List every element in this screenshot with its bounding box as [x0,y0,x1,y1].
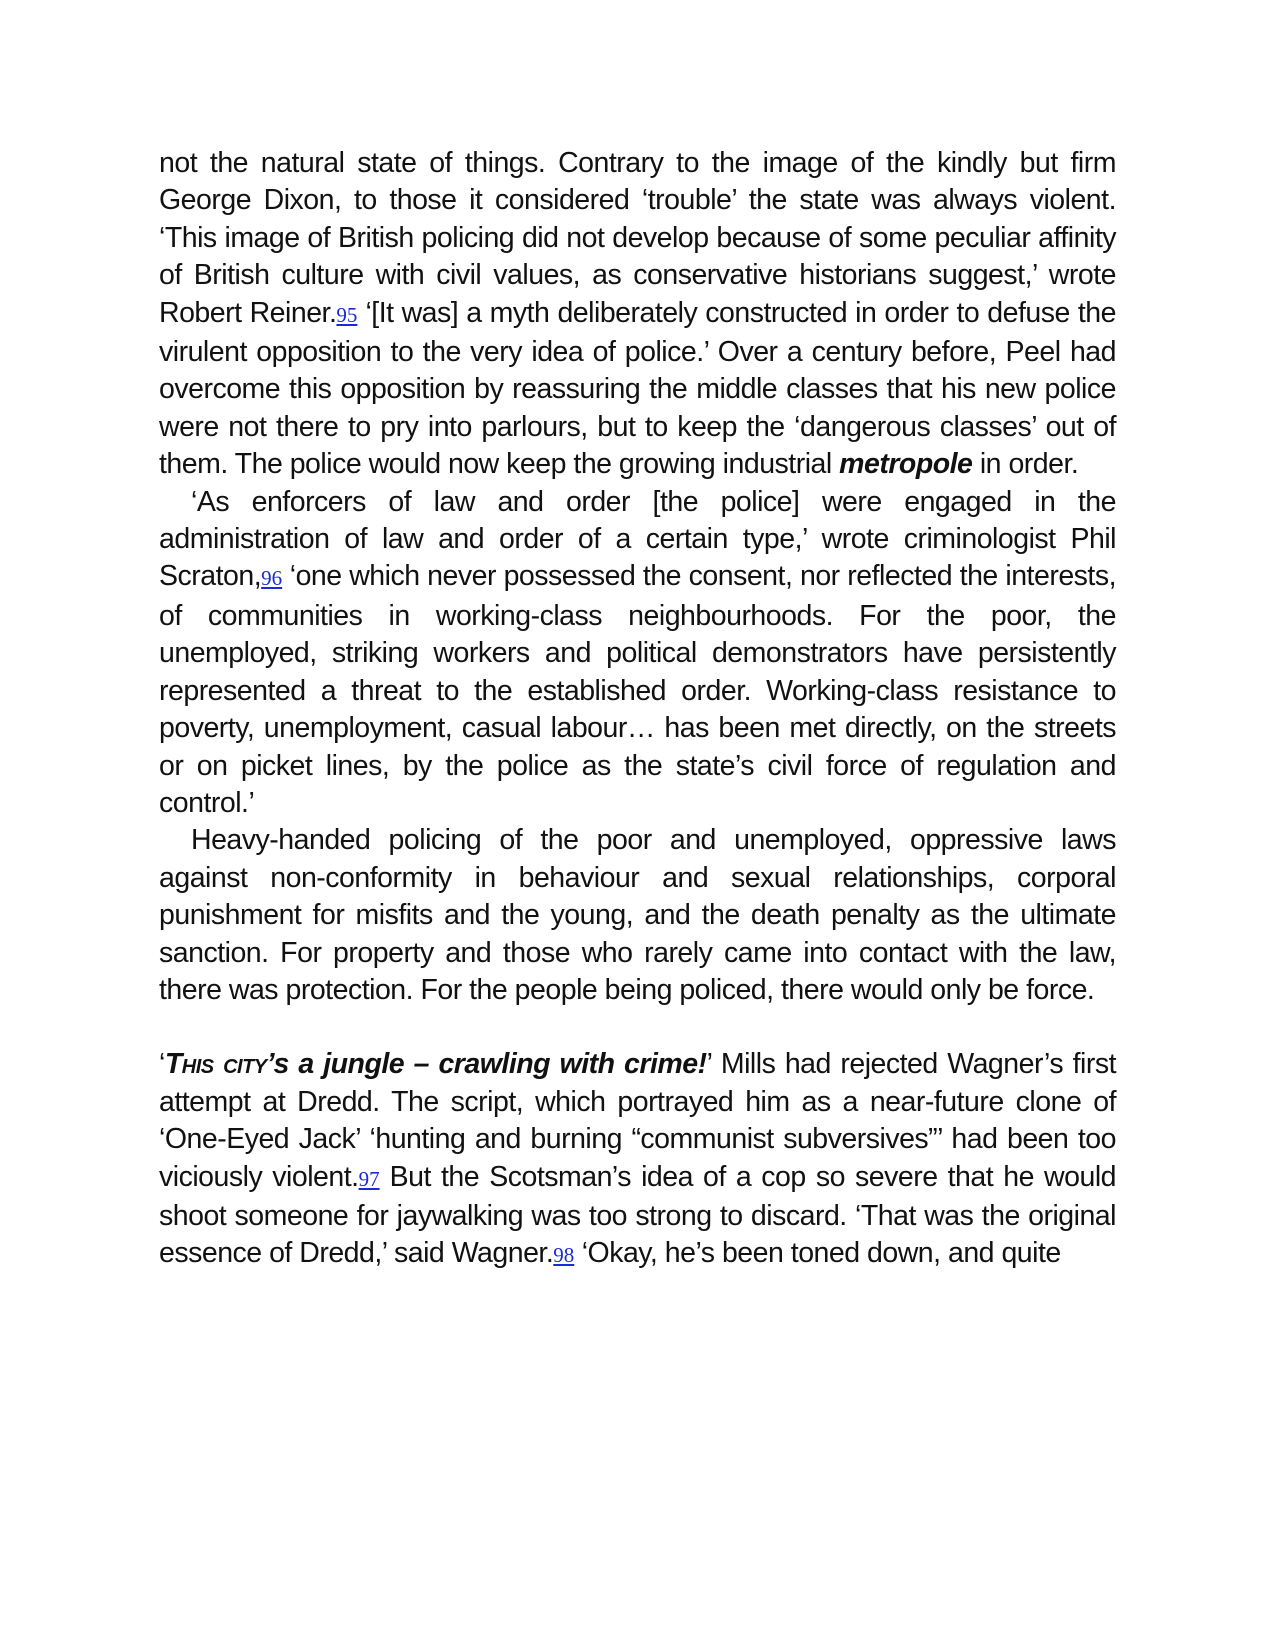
paragraph-4-text-c: ‘Okay, he’s been toned down, and quite [574,1237,1061,1270]
quote-small-caps: This city [164,1048,267,1081]
paragraph-4-text-a: Mills had rejected Wagner’s first attempt at Dredd. The script, which portrayed him as a near-future clone of ‘One-Eyed Jack’ ‘hunting and burning “communist subversives”’ had been too viciously violent. [159,1048,1116,1193]
body-text [159,145,1116,1275]
paragraph-3 [159,822,1116,1009]
quote-close-mark: ’ [706,1048,712,1081]
paragraph-2 [159,484,1116,823]
footnote-96-link[interactable]: 96 [261,566,283,591]
paragraph-1-text-b: ‘[It was] a myth deliberately constructed in order to defuse the virulent opposition to the very idea of police.’ Over a century before, Peel had overcome this opposition by reassuring the middle classes that his new police were not there to pry into parlours, but to keep the ‘dangerous classes’ out of them. The police would now keep the growing industrial [159,296,1117,481]
footnote-98-link[interactable]: 98 [553,1243,575,1268]
paragraph-2-text-a: ‘As enforcers of law and order [the police] were engaged in the administration of law and order of a certain type,’ wrote criminologist Phil Scraton, [159,485,1116,593]
footnote-95-link[interactable]: 95 [336,302,358,327]
paragraph-1-text-c: in order. [972,448,1079,481]
paragraph-4 [159,1046,1116,1274]
quote-emphasis: ’s a jungle – crawling with crime! [266,1048,707,1081]
metropole-emphasis: metropole [839,448,973,481]
footnote-97-link[interactable]: 97 [358,1166,380,1191]
paragraph-1-text-a: not the natural state of things. Contrary to the image of the kindly but firm George Dixon, to those it considered ‘trouble’ the state was always violent. ‘This image of British policing did not develop because of some peculiar affinity of British culture with civil values, as conservative historians suggest,’ wrote Robert Reiner. [159,147,1116,329]
paragraph-4-text-b: But the Scotsman’s idea of a cop so severe that he would shoot someone for jaywalking was too strong to discard. ‘That was the original essence of Dredd,’ said Wagner. [159,1160,1116,1270]
paragraph-2-text-b: ‘one which never possessed the consent, nor reflected the interests, of communities in working-class neighbourhoods. For the poor, the unemployed, striking workers and political demonstrators have persistently represented a threat to the established order. Working-class resistance to poverty, unemployment, casual labour… has been met directly, on the streets or on picket lines, by the police as the state’s civil force of regulation and control.’ [159,560,1116,819]
paragraph-3-text: Heavy-handed policing of the poor and unemployed, oppressive laws against non-conformity in behaviour and sexual relationships, corporal punishment for misfits and the young, and the death penalty as the ultimate sanction. For property and those who rarely came into contact with the law, there was protection. For the people being policed, there would only be force. [159,824,1116,1006]
paragraph-1 [159,145,1116,484]
quote-open-mark: ‘ [159,1048,165,1081]
